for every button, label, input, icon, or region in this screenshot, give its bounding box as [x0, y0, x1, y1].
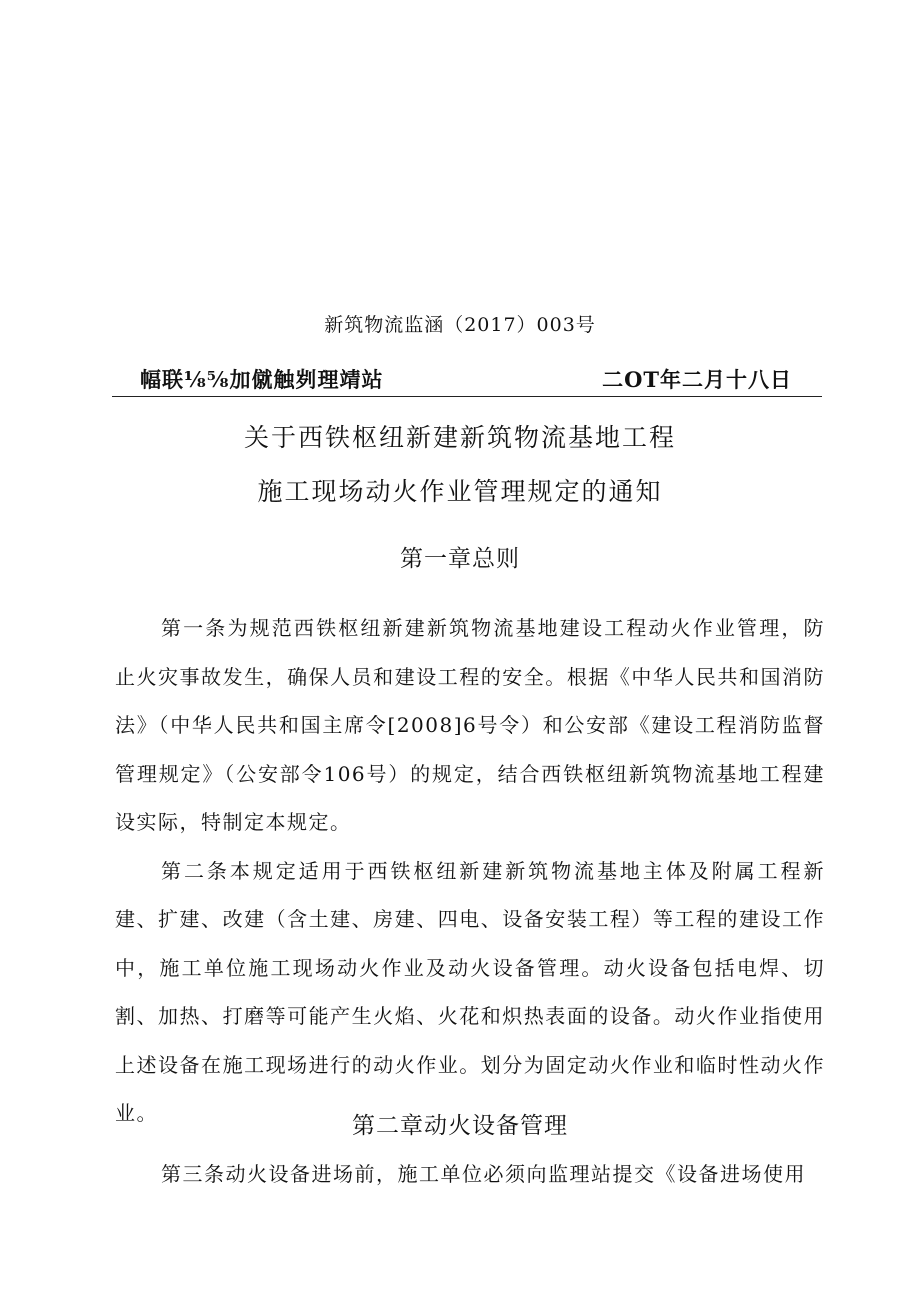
document-title-line-1: 关于西铁枢纽新建新筑物流基地工程 — [243, 423, 676, 452]
document-number: 新筑物流监涵（2017）003号 — [324, 314, 596, 336]
chapter-1-heading: 第一章总则 — [400, 546, 520, 572]
issuer-name: 幅联⅛⅝加僦触刿理靖站 — [140, 367, 384, 392]
issue-date: 二OT年二月十八日 — [602, 367, 792, 392]
article-2-paragraph: 第二条本规定适用于西铁枢纽新建新筑物流基地主体及附属工程新建、扩建、改建（含土建、房建、四电、设备安装工程）等工程的建设工作中，施工单位施工现场动火作业及动火设备管理。动火设备包括电焊、切割、加热、打磨等可能产生火焰、火花和炽热表面的设备。动火作业指使用上述设备在施工现场进行的动火作业。划分为固定动火作业和临时性动火作业。 — [115, 858, 825, 1125]
document-header — [140, 364, 822, 396]
article-1-paragraph: 第一条为规范西铁枢纽新建新筑物流基地建设工程动火作业管理，防止火灾事故发生，确保人员和建设工程的安全。根据《中华人民共和国消防法》（中华人民共和国主席令[2008]6号令）和公安部《建设工程消防监督管理规定》（公安部令106号）的规定，结合西铁枢纽新筑物流基地工程建设实际，特制定本规定。 — [115, 616, 825, 834]
article-3-paragraph: 第三条动火设备进场前，施工单位必须向监理站提交《设备进场使用 — [161, 1162, 806, 1186]
header-divider — [112, 396, 822, 397]
chapter-1-body — [115, 604, 825, 1138]
document-title-line-2: 施工现场动火作业管理规定的通知 — [257, 477, 663, 506]
chapter-2-body — [115, 1150, 825, 1199]
chapter-2-heading: 第二章动火设备管理 — [352, 1113, 568, 1139]
